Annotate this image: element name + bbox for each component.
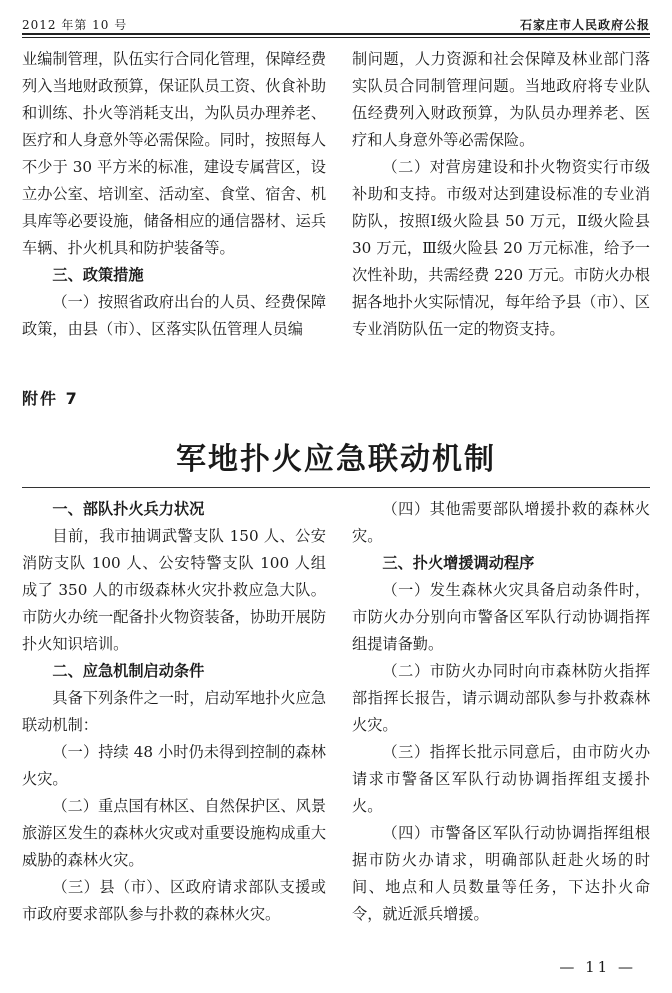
page-number: — 11 — [559,958,636,976]
paragraph: （四）市警备区军队行动协调指挥组根据市防火办请求，明确部队赶赴火场的时间、地点和人员数量等任务，下达扑火命令，就近派兵增援。 [352,824,650,923]
paragraph: 具备下列条件之一时，启动军地扑火应急联动机制： [22,689,326,734]
paragraph: （四）其他需要部队增援扑救的森林火灾。 [352,500,650,545]
issue-label: 2012 年第 10 号 [22,18,128,32]
paragraph: （三）指挥长批示同意后，由市防火办请求市警备区军队行动协调指挥组支援扑火。 [352,743,650,815]
top-right-column [352,46,650,343]
section-heading-conditions: 二、应急机制启动条件 [52,662,205,680]
paragraph: （三）县（市）、区政府请求部队支援或市政府要求部队参与扑救的森林火灾。 [22,878,326,923]
appendix-label: 附件 7 [22,389,79,408]
section-heading-forces: 一、部队扑火兵力状况 [52,500,205,518]
paragraph: （一）按照省政府出台的人员、经费保障政策，由县（市）、区落实队伍管理人员编 [22,293,326,338]
bottom-right-column [352,496,650,928]
section-heading-procedure: 三、扑火增援调动程序 [382,554,535,572]
header-rule [22,33,650,38]
paragraph: （一）持续 48 小时仍未得到控制的森林火灾。 [22,743,326,788]
paragraph: （二）市防火办同时向市森林防火指挥部指挥长报告，请示调动部队参与扑救森林火灾。 [352,662,650,734]
bottom-left-column [22,496,326,928]
publication-name: 石家庄市人民政府公报 [519,18,650,32]
paragraph: 业编制管理，队伍实行合同化管理，保障经费列入当地财政预算，保证队员工资、伙食补助和训练、扑火等消耗支出，为队员办理养老、医疗和人身意外等必需保险。同时，按照每人不少于 30 平方米的标准，建设专属营区，设立办公室、培训室、活动室、食堂、宿舍、机具库等必要设施，储备相应的通信器材、运兵车辆、扑火机具和防护装备等。 [22,50,326,257]
top-left-column [22,46,326,343]
paragraph: （二）对营房建设和扑火物资实行市级补助和支持。市级对达到建设标准的专业消防队，按照Ⅰ级火险县 50 万元，Ⅱ级火险县 30 万元，Ⅲ级火险县 20 万元标准，给予一次性补助，共需经费 220 万元。市防火办根据各地扑火实际情况，每年给予县（市）、区专业消防队伍一定的物资支持。 [352,158,650,338]
section-heading-policy: 三、政策措施 [52,266,144,284]
paragraph: （二）重点国有林区、自然保护区、风景旅游区发生的森林火灾或对重要设施构成重大威胁的森林火灾。 [22,797,326,869]
paragraph: 目前，我市抽调武警支队 150 人、公安消防支队 100 人、公安特警支队 100 人组成了 350 人的市级森林火灾扑救应急大队。市防火办统一配备扑火物资装备，协助开展防扑火知识培训。 [22,527,326,653]
paragraph: （一）发生森林火灾具备启动条件时，市防火办分别向市警备区军队行动协调指挥组提请备勤。 [352,581,650,653]
title-rule [22,487,650,488]
paragraph: 制问题，人力资源和社会保障及林业部门落实队员合同制管理问题。当地政府将专业队伍经费列入财政预算，为队员办理养老、医疗和人身意外等必需保险。 [352,50,650,149]
document-title: 军地扑火应急联动机制 [176,442,496,477]
